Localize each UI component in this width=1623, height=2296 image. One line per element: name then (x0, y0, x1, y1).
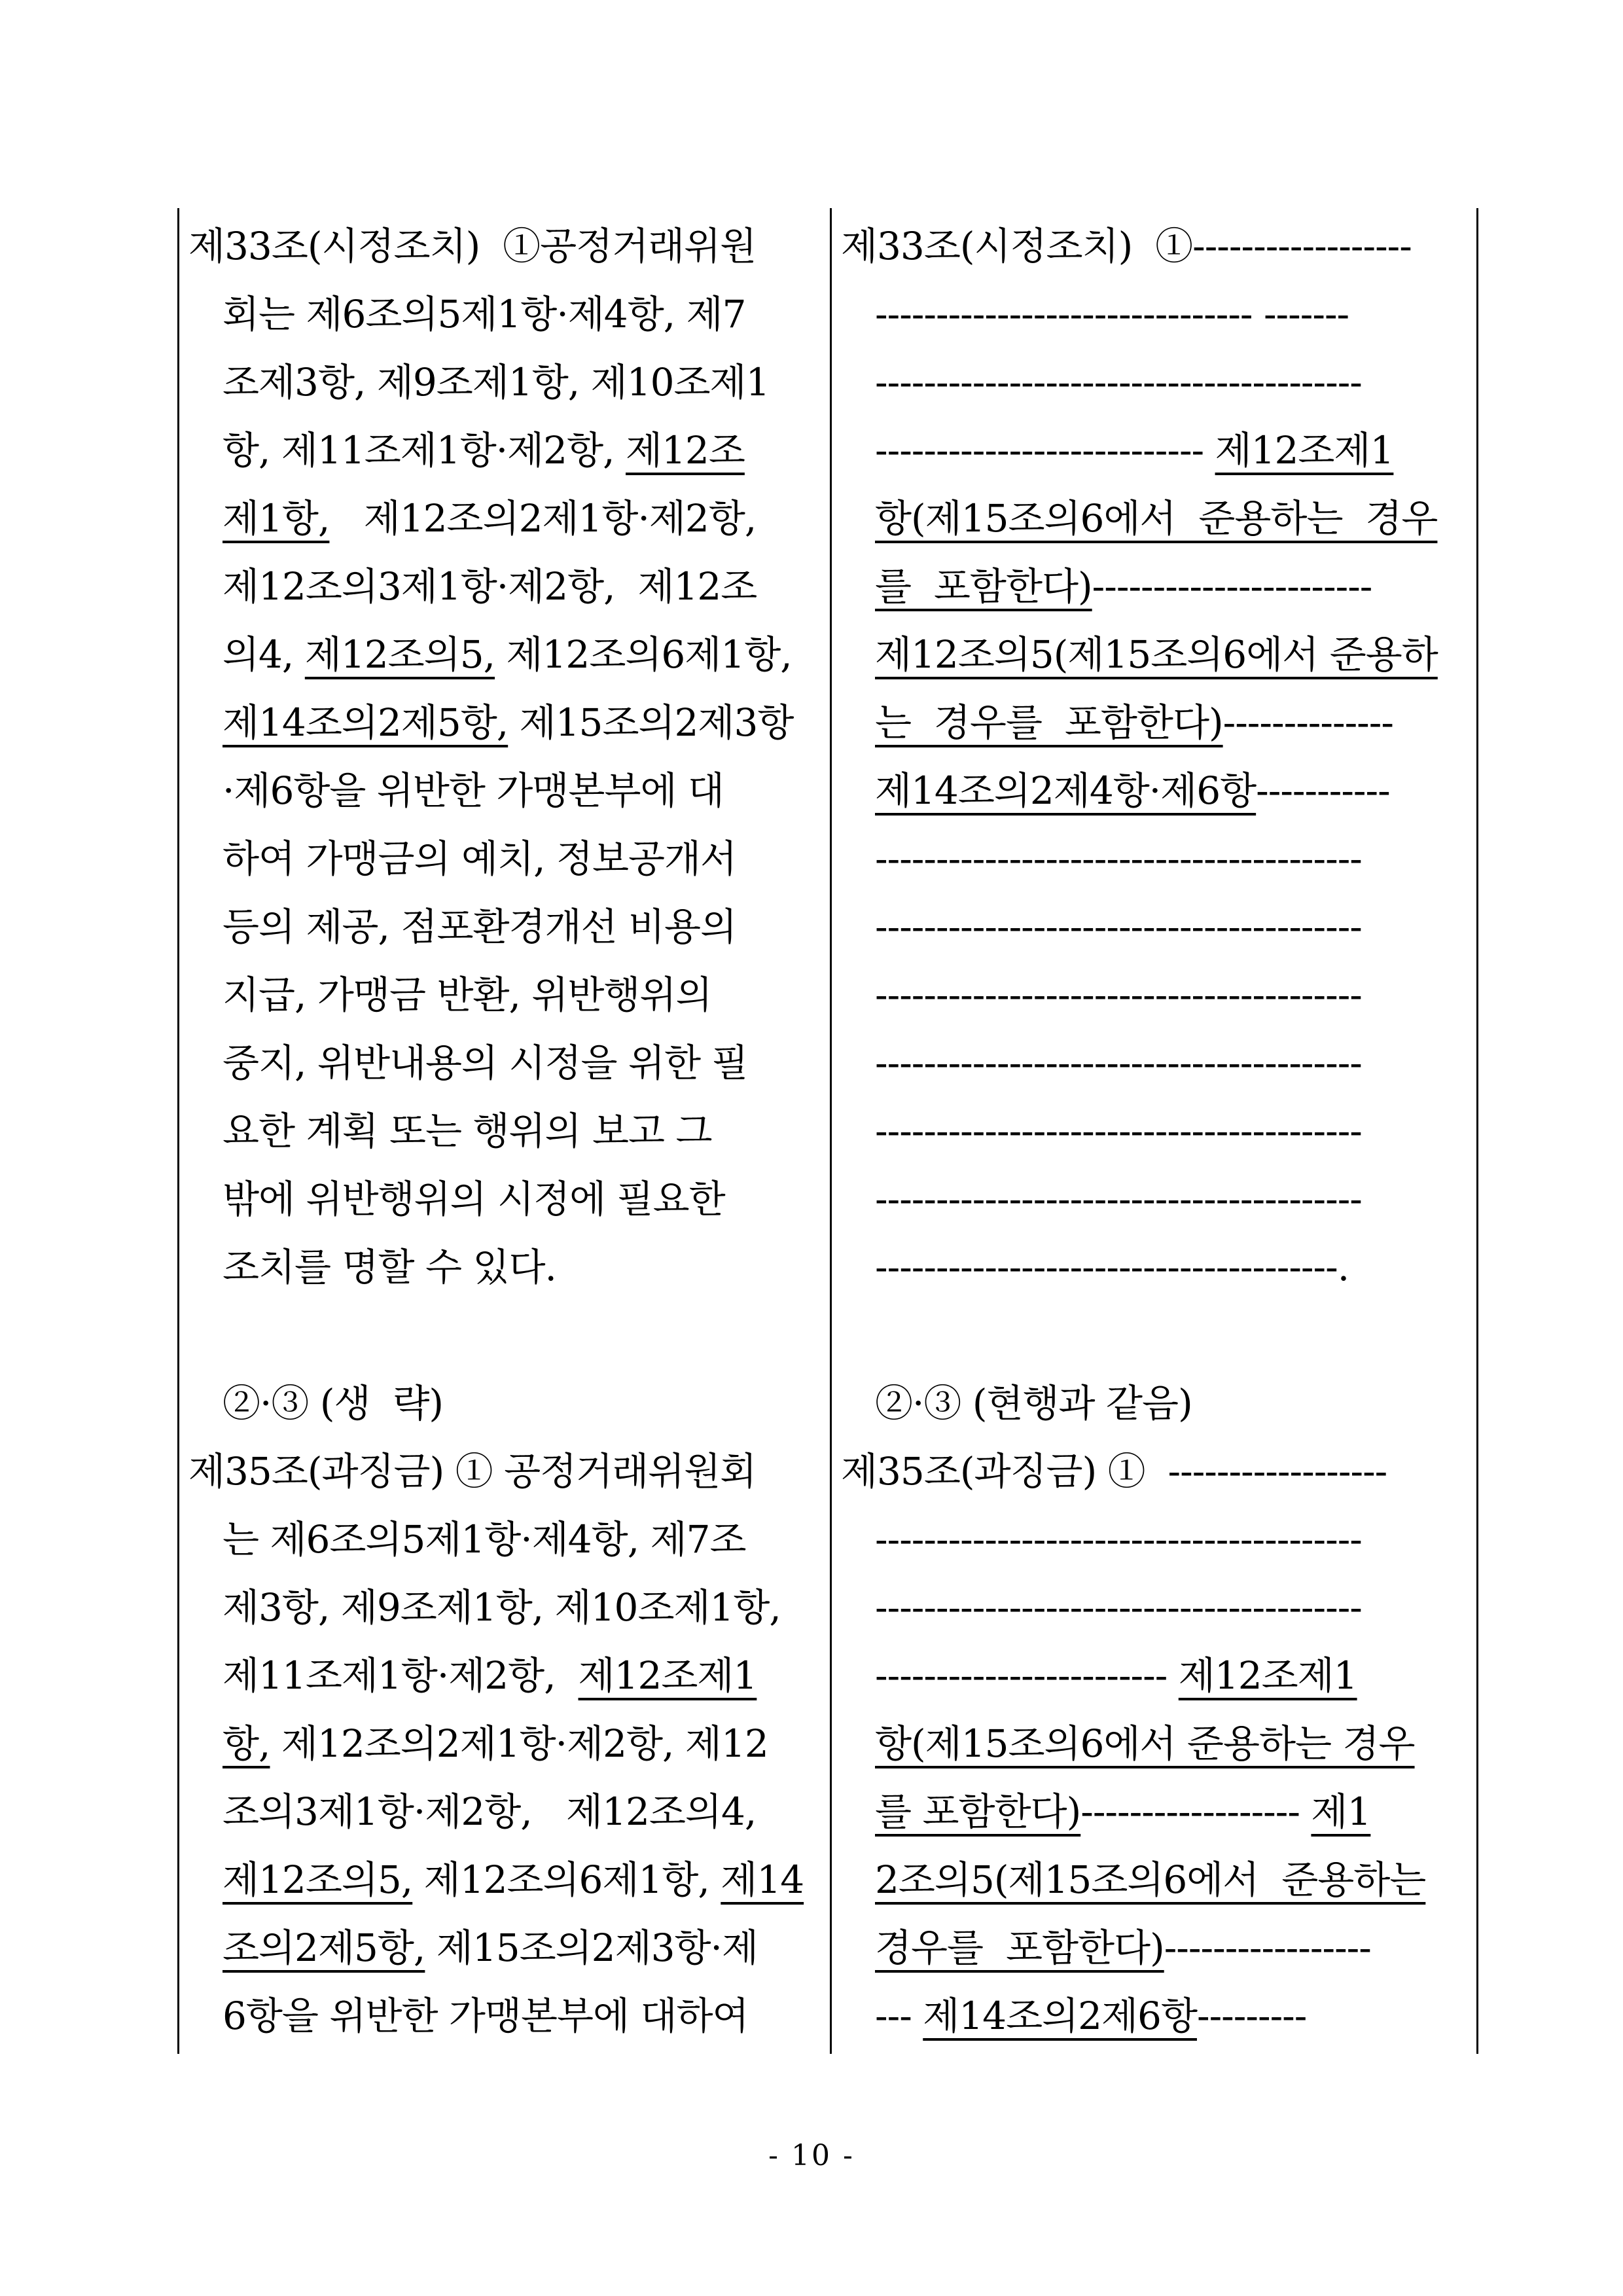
table-row (179, 893, 830, 961)
text-segment: ----------------------- (1092, 564, 1372, 609)
table-row (179, 1914, 830, 1982)
amended-text-segment: 항(제15조의6에서 준용하는 경우 (875, 496, 1438, 541)
table-row (832, 212, 1480, 280)
text-segment: ------------------ (1168, 1449, 1387, 1494)
amended-text-segment: 를 포함한다) (875, 1789, 1081, 1834)
text-segment: ·제6항을 위반한 가맹본부에 대 (223, 768, 724, 813)
text-segment: 제33조(시정조치) ① (841, 224, 1193, 268)
table-row (179, 1778, 830, 1846)
table-row (179, 1233, 830, 1301)
amended-text-segment: 제14조의2제5항, (223, 700, 508, 745)
table-row (832, 348, 1480, 416)
table-row (832, 1505, 1480, 1573)
table-row (832, 552, 1480, 620)
table-row (179, 280, 830, 348)
text-segment: ---------------------------------------- (875, 360, 1362, 404)
table-row (832, 1982, 1480, 2050)
table-row (832, 893, 1480, 961)
amended-text-segment: 제14조의2제4항·제6항 (875, 768, 1257, 813)
text-segment: 제3항, 제9조제1항, 제10조제1항, (223, 1585, 781, 1630)
text-segment: --------- (1196, 1994, 1307, 2038)
table-row (179, 1641, 830, 1710)
text-segment: ---------------------------------------- (875, 973, 1362, 1017)
table-row (179, 1505, 830, 1573)
text-segment: 제35조(과징금) ① (841, 1449, 1168, 1494)
amended-text-segment: 조의2제5항, (223, 1926, 425, 1970)
table-row (179, 1097, 830, 1165)
text-segment: 제12조의3제1항·제2항, 제12조 (223, 564, 757, 609)
text-segment: --------------------------- (875, 428, 1215, 473)
amended-text-segment: 제12조제1 (1178, 1653, 1357, 1698)
amended-text-segment: 제12조의5, (223, 1857, 413, 1902)
text-segment: ------------------------ (875, 1653, 1179, 1698)
text-segment: 중지, 위반내용의 시정을 위한 필 (223, 1041, 748, 1085)
text-segment: 6항을 위반한 가맹본부에 대하여 (223, 1994, 749, 2038)
text-segment: 조제3항, 제9조제1항, 제10조제1 (223, 360, 770, 404)
text-segment: 등의 제공, 점포환경개선 비용의 (223, 905, 737, 949)
text-segment: 의4, (223, 632, 305, 677)
table-row (832, 1097, 1480, 1165)
amended-text-segment: 제12조제1 (578, 1653, 757, 1698)
table-row (832, 1029, 1480, 1097)
table-row (179, 1982, 830, 2050)
text-segment: 제12조의2제1항·제2항, (329, 496, 757, 541)
amended-text-segment: 제12조 (626, 428, 745, 473)
table-row (832, 280, 1480, 348)
text-segment: ---------------------------------------- (875, 1517, 1362, 1562)
page-number: - 10 - (768, 2139, 855, 2172)
table-row (832, 1778, 1480, 1846)
table-row (832, 1710, 1480, 1778)
amended-text-segment: 제1항, (223, 496, 330, 541)
table-row (179, 552, 830, 620)
amended-text-segment: 제12조제1 (1215, 428, 1394, 473)
text-segment: 회는 제6조의5제1항·제4항, 제7 (223, 292, 746, 336)
text-segment: 제15조의2제3항·제 (425, 1926, 758, 1970)
amended-text-segment: 항, (223, 1721, 270, 1766)
table-row (179, 620, 830, 689)
table-row (179, 1437, 830, 1505)
text-segment: ---------------------------------------- (875, 1177, 1362, 1221)
table-row (832, 825, 1480, 893)
text-segment: 는 제6조의5제1항·제4항, 제7조 (223, 1517, 746, 1562)
table-row (832, 416, 1480, 484)
table-row (832, 1369, 1480, 1437)
text-segment: 제12조의6제1항, (412, 1857, 721, 1902)
text-segment: ------------------------------- ------- (875, 292, 1349, 336)
text-segment: ---------------------------------------- (875, 836, 1362, 881)
table-row (179, 825, 830, 893)
text-segment: 조의3제1항·제2항, 제12조의4, (223, 1789, 757, 1834)
amended-text-segment: 제14조의2제6항 (923, 1994, 1197, 2038)
table-row (179, 1846, 830, 1914)
table-row (179, 1710, 830, 1778)
table-row (832, 484, 1480, 552)
table-row (832, 1233, 1480, 1301)
text-segment: 항, 제11조제1항·제2항, (223, 428, 626, 473)
amended-text-segment: 2조의5(제15조의6에서 준용하는 (875, 1857, 1426, 1902)
text-segment: 요한 계획 또는 행위의 보고 그 (223, 1109, 712, 1153)
text-segment: ②·③ (현행과 같음) (875, 1381, 1192, 1426)
text-segment: --------------------------------------. (875, 1245, 1349, 1289)
text-segment: 제11조제1항·제2항, (223, 1653, 579, 1698)
table-row (179, 1029, 830, 1097)
text-segment: 제12조의6제1항, (495, 632, 792, 677)
table-row (179, 1165, 830, 1233)
amended-text-segment: 제12조의5, (304, 632, 495, 677)
law-comparison-table (177, 208, 1478, 2054)
table-row (832, 1165, 1480, 1233)
text-segment: ---------------------------------------- (875, 1585, 1362, 1630)
table-row (832, 961, 1480, 1029)
text-segment: 제15조의2제3항 (508, 700, 794, 745)
table-row (179, 689, 830, 757)
table-row (832, 1301, 1480, 1369)
amended-text-segment: 제1 (1311, 1789, 1371, 1834)
table-row (179, 348, 830, 416)
table-row (832, 1437, 1480, 1505)
amended-text-segment: 를 포함한다) (875, 564, 1092, 609)
table-row (832, 1641, 1480, 1710)
table-row (832, 757, 1480, 825)
text-segment: ---------------------------------------- (875, 1041, 1362, 1085)
text-segment: 지급, 가맹금 반환, 위반행위의 (223, 973, 712, 1017)
text-segment: ------------------ (1192, 224, 1412, 268)
text-segment: ---------------------------------------- (875, 905, 1362, 949)
text-segment: 하여 가맹금의 예치, 정보공개서 (223, 836, 737, 881)
table-row (832, 689, 1480, 757)
amended-text-segment: 경우를 포함한다) (875, 1926, 1164, 1970)
table-row (179, 1369, 830, 1437)
table-row (179, 1573, 830, 1641)
amended-text-segment: 는 경우를 포함한다) (875, 700, 1223, 745)
table-row (179, 484, 830, 552)
amended-text-segment: 항(제15조의6에서 준용하는 경우 (875, 1721, 1415, 1766)
table-row (832, 1914, 1480, 1982)
text-segment: 제33조(시정조치) ①공정거래위원 (188, 224, 757, 268)
text-segment: 조치를 명할 수 있다. (223, 1245, 556, 1289)
text-segment: ---------------------------------------- (875, 1109, 1362, 1153)
table-row (179, 416, 830, 484)
text-segment: -------------- (1222, 700, 1393, 745)
table-row (179, 961, 830, 1029)
table-row (179, 212, 830, 280)
text-segment: 밖에 위반행위의 시정에 필요한 (223, 1177, 725, 1221)
amendment-column (832, 208, 1480, 2054)
table-row (832, 1573, 1480, 1641)
text-segment: ----------------- (1164, 1926, 1371, 1970)
amended-text-segment: 제12조의5(제15조의6에서 준용하 (875, 632, 1438, 677)
table-row (832, 620, 1480, 689)
amended-text-segment: 제14 (721, 1857, 804, 1902)
text-segment: ②·③ (생 략) (223, 1381, 444, 1426)
table-row (832, 1846, 1480, 1914)
text-segment: 제12조의2제1항·제2항, 제12 (270, 1721, 768, 1766)
text-segment: ------------------ (1080, 1789, 1311, 1834)
text-segment: 제35조(과징금) ① 공정거래위원회 (188, 1449, 757, 1494)
current-law-column (179, 208, 830, 2054)
text-segment: --- (875, 1994, 923, 2038)
table-row (179, 1301, 830, 1369)
table-row (179, 757, 830, 825)
text-segment: ----------- (1256, 768, 1390, 813)
